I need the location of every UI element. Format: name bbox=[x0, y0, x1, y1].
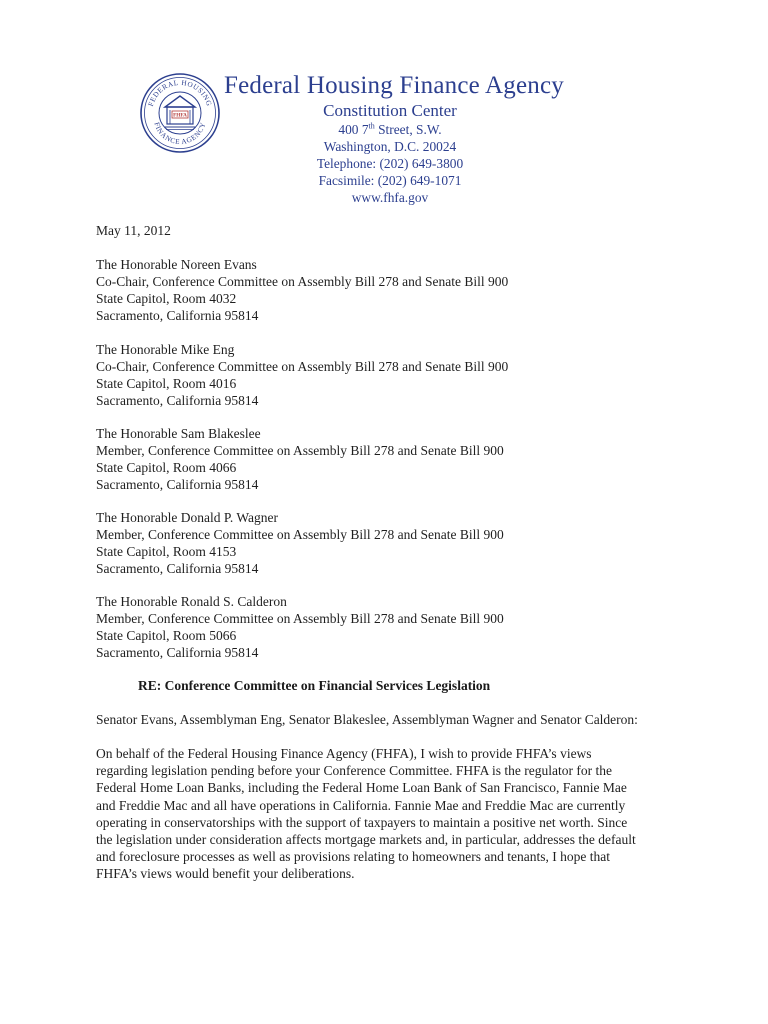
recipient-name: The Honorable Mike Eng bbox=[96, 342, 235, 357]
recipient-block bbox=[96, 341, 716, 409]
letterhead-address bbox=[290, 101, 490, 206]
street-name: Street, S.W. bbox=[374, 122, 442, 137]
paragraph-line: On behalf of the Federal Housing Finance Agency (FHFA), I wish to provide FHFA’s views bbox=[96, 746, 592, 761]
recipient-city: Sacramento, California 95814 bbox=[96, 645, 259, 660]
recipient-room: State Capitol, Room 4153 bbox=[96, 544, 237, 559]
recipient-title: Member, Conference Committee on Assembly Bill 278 and Senate Bill 900 bbox=[96, 527, 504, 542]
recipient-title: Member, Conference Committee on Assembly Bill 278 and Senate Bill 900 bbox=[96, 611, 504, 626]
telephone: Telephone: (202) 649-3800 bbox=[316, 156, 464, 171]
recipient-name: The Honorable Donald P. Wagner bbox=[96, 510, 278, 525]
recipient-room: State Capitol, Room 4032 bbox=[96, 291, 237, 306]
seal-center-text: FHFA bbox=[173, 112, 187, 119]
recipient-city: Sacramento, California 95814 bbox=[96, 561, 259, 576]
seal-top-text: FEDERAL HOUSING bbox=[146, 78, 214, 108]
recipient-city: Sacramento, California 95814 bbox=[96, 308, 259, 323]
paragraph-line: operating in conservatorships with the support of taxpayers to maintain a positive net worth. Since bbox=[96, 814, 628, 830]
paragraph-line: regarding legislation pending before your Conference Committee. FHFA is the regulator for the bbox=[96, 763, 612, 779]
salutation: Senator Evans, Assemblyman Eng, Senator Blakeslee, Assemblyman Wagner and Senator Calderon: bbox=[96, 712, 638, 727]
fhfa-seal-icon bbox=[139, 72, 221, 154]
recipient-name: The Honorable Ronald S. Calderon bbox=[96, 594, 287, 609]
street-ordinal: th bbox=[368, 121, 375, 131]
recipient-block bbox=[96, 509, 716, 577]
recipient-city: Sacramento, California 95814 bbox=[96, 477, 259, 492]
paragraph-line: the legislation under consideration affects mortgage markets and, in particular, addresses the default bbox=[96, 831, 636, 847]
recipient-room: State Capitol, Room 4016 bbox=[96, 376, 237, 391]
recipient-title: Co-Chair, Conference Committee on Assembly Bill 278 and Senate Bill 900 bbox=[96, 359, 509, 374]
building-name: Constitution Center bbox=[323, 101, 457, 120]
website-link[interactable]: www.fhfa.gov bbox=[351, 190, 429, 205]
paragraph-line: and foreclosure processes as well as provisions relating to homeowners and tenants, I hope that bbox=[96, 849, 610, 865]
re-subject-line: RE: Conference Committee on Financial Services Legislation bbox=[138, 678, 491, 693]
street-number: 400 7 bbox=[338, 122, 369, 137]
recipient-block bbox=[96, 425, 716, 493]
recipient-block bbox=[96, 593, 716, 661]
agency-name: Federal Housing Finance Agency bbox=[224, 72, 564, 99]
recipient-room: State Capitol, Room 4066 bbox=[96, 460, 237, 475]
street-address bbox=[290, 121, 490, 138]
recipient-room: State Capitol, Room 5066 bbox=[96, 628, 237, 643]
recipient-city: Sacramento, California 95814 bbox=[96, 393, 259, 408]
facsimile: Facsimile: (202) 649-1071 bbox=[318, 173, 462, 188]
paragraph-line: Federal Home Loan Banks, including the Federal Home Loan Bank of San Francisco, Fannie Mae bbox=[96, 780, 627, 796]
letter-date: May 11, 2012 bbox=[96, 223, 171, 238]
paragraph-line: FHFA’s views would benefit your deliberations. bbox=[96, 866, 355, 882]
paragraph-line: and Freddie Mac and all have operations in California. Fannie Mae and Freddie Mac are currently bbox=[96, 797, 626, 813]
svg-text:FEDERAL HOUSING bbox=[147, 79, 213, 107]
recipient-name: The Honorable Sam Blakeslee bbox=[96, 426, 261, 441]
city-line: Washington, D.C. 20024 bbox=[323, 139, 457, 154]
seal-bottom-text: FINANCE AGENCY bbox=[152, 121, 208, 147]
recipient-block bbox=[96, 256, 716, 324]
recipient-name: The Honorable Noreen Evans bbox=[96, 257, 257, 272]
body-paragraph bbox=[96, 745, 716, 883]
recipient-title: Member, Conference Committee on Assembly Bill 278 and Senate Bill 900 bbox=[96, 443, 504, 458]
recipient-title: Co-Chair, Conference Committee on Assembly Bill 278 and Senate Bill 900 bbox=[96, 274, 509, 289]
